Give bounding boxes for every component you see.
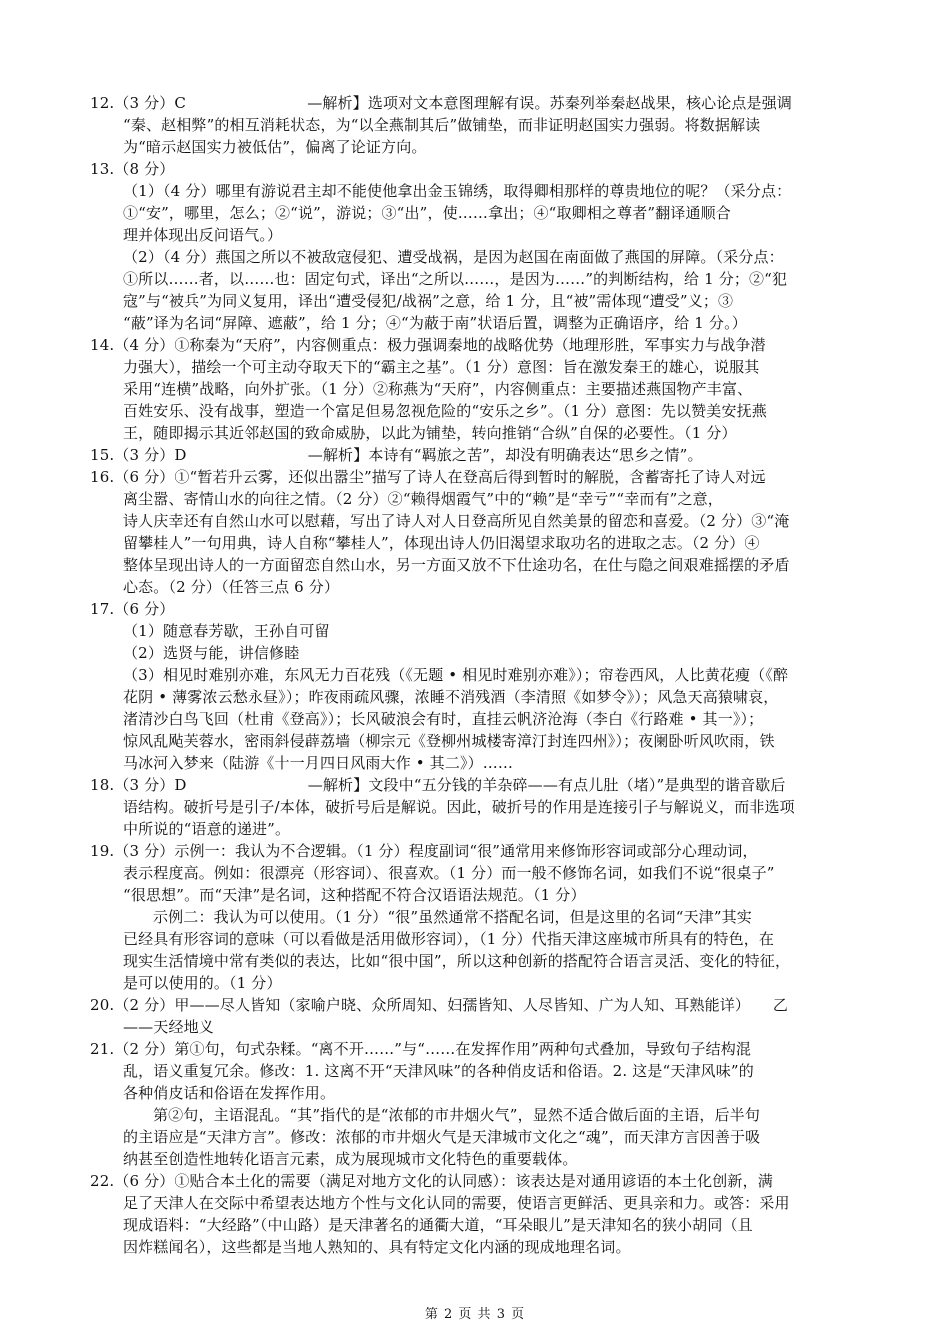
answer-line: 18.（3 分）D —解析】文段中“五分钱的羊杂碎——有点儿肚（堵）”是典型的谐音歇后 <box>90 776 786 794</box>
answer-line: 中所说的“语意的递进”。 <box>123 820 291 838</box>
answer-line: 现成语料：“大经路”（中山路）是天津著名的通衢大道，“耳朵眼儿”是天津知名的狭小胡同（且 <box>123 1216 753 1234</box>
answer-line: （2）（4 分）燕国之所以不被敌寇侵犯、遭受战祸，是因为赵国在南面做了燕国的屏障。（采分点： <box>123 248 784 266</box>
answer-line: 王，随即揭示其近邻赵国的致命威胁，以此为铺垫，转向推销“合纵”自保的必要性。（1 分） <box>123 424 737 442</box>
answer-line: 采用“连横”战略，向外扩张。（1 分）②称燕为“天府”，内容侧重点：主要描述燕国物产丰富、 <box>123 380 753 398</box>
answer-line: 花阴 • 薄雾浓云愁永昼》）；昨夜雨疏风骤，浓睡不消残酒（李清照《如梦令》）；风急天高猿啸哀， <box>123 688 779 706</box>
answer-line: （2）选贤与能，讲信修睦 <box>123 644 300 662</box>
answer-line: （3）相见时难别亦难，东风无力百花残（《无题 • 相见时难别亦难》）；帘卷西风，人比黄花瘦（《醉 <box>123 666 789 684</box>
answer-line: 纳甚至创造性地转化语言元素，成为展现城市文化特色的重要载体。 <box>123 1150 578 1168</box>
answer-line: 12.（3 分）C —解析】选项对文本意图理解有误。苏秦列举秦赵战果，核心论点是强调 <box>90 94 792 112</box>
answer-line: 百姓安乐、没有战事，塑造一个富足但易忽视危险的“安乐之乡”。（1 分）意图：先以赞美安抚燕 <box>123 402 767 420</box>
answer-line: 的主语应是“天津方言”。修改：浓郁的市井烟火气是天津城市文化之“魂”，而天津方言因善于吸 <box>123 1128 761 1146</box>
answer-line: 心态。（2 分）（任答三点 6 分） <box>123 578 340 596</box>
answer-line: ①“安”，哪里，怎么；②“说”，游说；③“出”，使……拿出；④“取卿相之尊者”翻译通顺合 <box>123 204 731 222</box>
answer-line: 16.（6 分）①“暂若升云雾，还似出嚣尘”描写了诗人在登高后得到暂时的解脱，含蓄寄托了诗人对远 <box>90 468 766 486</box>
answer-line: 离尘嚣、寄情山水的向往之情。（2 分）②“赖得烟霞气”中的“赖”是“幸亏”“幸而有”之意， <box>123 490 723 508</box>
answer-line: 理并体现出反问语气。） <box>123 226 283 244</box>
answer-line: 14.（4 分）①称秦为“天府”，内容侧重点：极力强调秦地的战略优势（地理形胜，军事实力与战争潜 <box>90 336 766 354</box>
answer-line: 示例二：我认为可以使用。（1 分）“很”虽然通常不搭配名词，但是这里的名词“天津”其实 <box>153 908 752 926</box>
answer-line: （1）随意春芳歇，王孙自可留 <box>123 622 330 640</box>
answer-line: 留攀桂人”一句用典，诗人自称“攀桂人”，体现出诗人仍旧渴望求取功名的进取之志。（2 分）④ <box>123 534 760 552</box>
answer-line: 马冰河入梦来（陆游《十一月四日风雨大作 • 其二》）…… <box>123 754 514 772</box>
answer-line: 21.（2 分）第①句，句式杂糅。“离不开……”与“……在发挥作用”两种句式叠加，导致句子结构混 <box>90 1040 752 1058</box>
answer-line: 17.（6 分） <box>90 600 175 618</box>
answer-line: 寇”与“被兵”为同义复用，译出“遭受侵犯/战祸”之意，给 1 分，且“被”需体现“遭受”义；③ <box>123 292 734 310</box>
answer-line: 第②句，主语混乱。“其”指代的是“浓郁的市井烟火气”，显然不适合做后面的主语，后半句 <box>153 1106 760 1124</box>
answer-line: “秦、赵相弊”的相互消耗状态，为“以全燕制其后”做铺垫，而非证明赵国实力强弱。将数据解读 <box>123 116 761 134</box>
answer-line: 表示程度高。例如：很漂亮（形容词）、很喜欢。（1 分）而一般不修饰名词，如我们不说“很桌子” <box>123 864 775 882</box>
answer-line: ①所以……者，以……也：固定句式，译出“之所以……，是因为……”的判断结构，给 1 分；②“犯 <box>123 270 788 288</box>
answer-line: 乱，语义重复冗余。修改：1. 这离不开“天津风味”的各种俏皮话和俗语。2. 这是“天津风味”的 <box>123 1062 754 1080</box>
answer-line: 是可以使用的。（1 分） <box>123 974 282 992</box>
answer-line: 为“暗示赵国实力被低估”，偏离了论证方向。 <box>123 138 427 156</box>
answer-line: 22.（6 分）①贴合本土化的需要（满足对地方文化的认同感）：该表达是对通用谚语的本土化创新，满 <box>90 1172 773 1190</box>
page-footer: 第 2 页 共 3 页 <box>424 1307 526 1322</box>
answer-line: 惊风乱飐芙蓉水，密雨斜侵薜荔墙（柳宗元《登柳州城楼寄漳汀封连四州》）；夜阑卧听风吹雨，铁 <box>123 732 775 750</box>
answer-line: 诗人庆幸还有自然山水可以慰藉，写出了诗人对人日登高所见自然美景的留恋和喜爱。（2 分）③“淹 <box>123 512 790 530</box>
answer-line: 20.（2 分）甲——尽人皆知（家喻户晓、众所周知、妇孺皆知、人尽皆知、广为人知、耳熟能详） 乙 <box>90 996 789 1014</box>
answer-line: 整体呈现出诗人的一方面留恋自然山水，另一方面又放不下仕途功名，在仕与隐之间艰难摇摆的矛盾 <box>123 556 790 574</box>
answer-line: 已经具有形容词的意味（可以看做是活用做形容词），（1 分）代指天津这座城市所具有的特色，在 <box>123 930 775 948</box>
answer-line: 现实生活情境中常有类似的表达，比如“很中国”，所以这种创新的搭配符合语言灵活、变化的特征， <box>123 952 791 970</box>
answer-line: 语结构。破折号是引子/本体，破折号后是解说。因此，破折号的作用是连接引子与解说义，而非选项 <box>123 798 795 816</box>
answer-line: 足了天津人在交际中希望表达地方个性与文化认同的需要，使语言更鲜活、更具亲和力。或答：采用 <box>123 1194 790 1212</box>
answer-line: 各种俏皮话和俗语在发挥作用。 <box>123 1084 336 1102</box>
answer-line: 力强大），描绘一个可主动夺取天下的“霸主之基”。（1 分）意图：旨在激发秦王的雄心，说服其 <box>123 358 760 376</box>
answer-line: “很思想”。而“天津”是名词，这种搭配不符合汉语语法规范。（1 分） <box>123 886 586 904</box>
answer-line: 因炸糕闻名），这些都是当地人熟知的、具有特定文化内涵的现成地理名词。 <box>123 1238 631 1256</box>
answer-line: “蔽”译为名词“屏障、遮蔽”，给 1 分；④“为蔽于南”状语后置，调整为正确语序，给 1 分。） <box>123 314 747 332</box>
answer-line: 渚清沙白鸟飞回（杜甫《登高》）；长风破浪会有时，直挂云帆济沧海（李白《行路难 • 其一》）； <box>123 710 764 728</box>
answer-line: ——天经地义 <box>123 1018 214 1036</box>
answer-line: （1）（4 分）哪里有游说君主却不能使他拿出金玉锦绣，取得卿相那样的尊贵地位的呢？（采分点： <box>123 182 792 200</box>
answer-line: 13.（8 分） <box>90 160 175 178</box>
answer-line: 15.（3 分）D —解析】本诗有“羁旅之苦”，却没有明确表达“思乡之情”。 <box>90 446 703 464</box>
answer-line: 19.（3 分）示例一：我认为不合逻辑。（1 分）程度副词“很”通常用来修饰形容词或部分心理动词， <box>90 842 758 860</box>
